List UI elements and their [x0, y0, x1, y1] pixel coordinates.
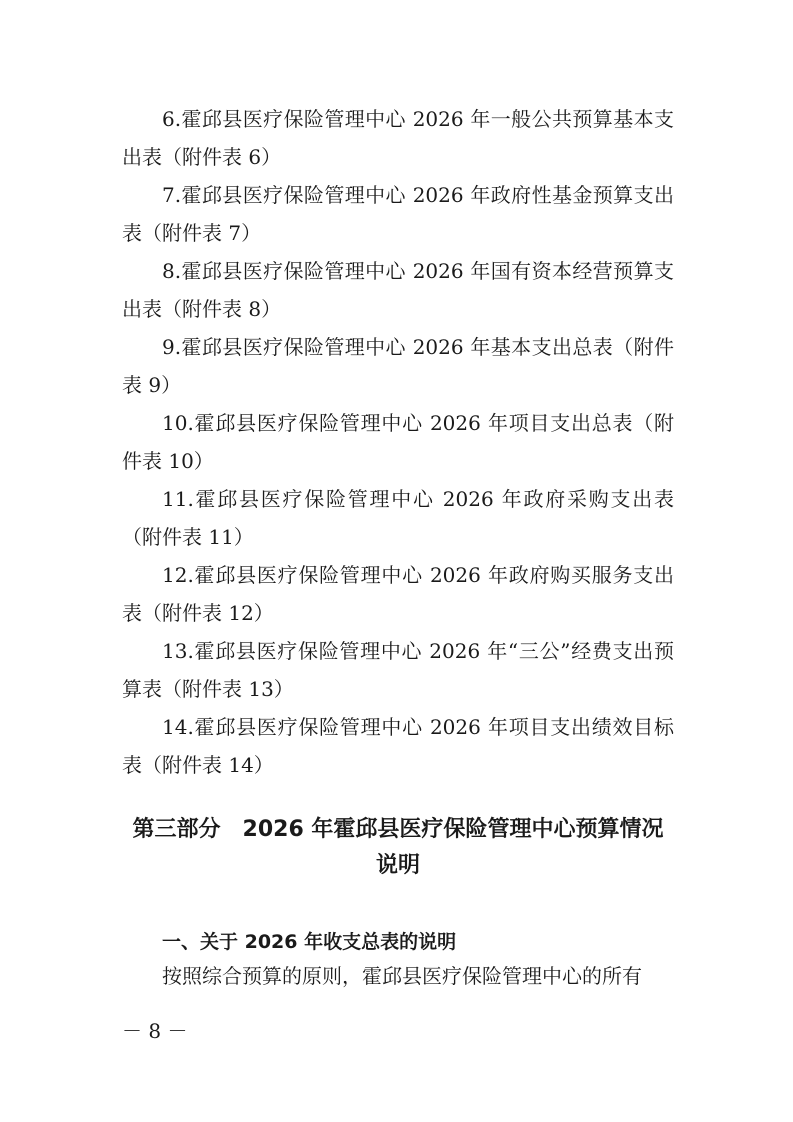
- list-item: 6.霍邱县医疗保险管理中心 2026 年一般公共预算基本支出表（附件表 6）: [122, 107, 674, 169]
- part-title: 第三部分 2026 年霍邱县医疗保险管理中心预算情况说明: [132, 817, 664, 878]
- body-paragraph: 按照综合预算的原则，霍邱县医疗保险管理中心的所有: [162, 964, 642, 988]
- list-item: 8.霍邱县医疗保险管理中心 2026 年国有资本经营预算支出表（附件表 8）: [122, 259, 674, 321]
- list-item: 14.霍邱县医疗保险管理中心 2026 年项目支出绩效目标表（附件表 14）: [122, 715, 674, 777]
- section-heading: 一、关于 2026 年收支总表的说明: [162, 931, 457, 953]
- list-item: 12.霍邱县医疗保险管理中心 2026 年政府购买服务支出表（附件表 12）: [122, 563, 674, 625]
- list-item: 11.霍邱县医疗保险管理中心 2026 年政府采购支出表（附件表 11）: [122, 487, 674, 549]
- page-number: － 8 －: [122, 1019, 188, 1043]
- list-item: 13.霍邱县医疗保险管理中心 2026 年“三公”经费支出预算表（附件表 13）: [122, 639, 674, 701]
- list-item: 7.霍邱县医疗保险管理中心 2026 年政府性基金预算支出表（附件表 7）: [122, 183, 674, 245]
- list-item: 9.霍邱县医疗保险管理中心 2026 年基本支出总表（附件表 9）: [122, 335, 674, 397]
- list-item: 10.霍邱县医疗保险管理中心 2026 年项目支出总表（附件表 10）: [122, 411, 674, 473]
- attachment-list: [122, 100, 674, 784]
